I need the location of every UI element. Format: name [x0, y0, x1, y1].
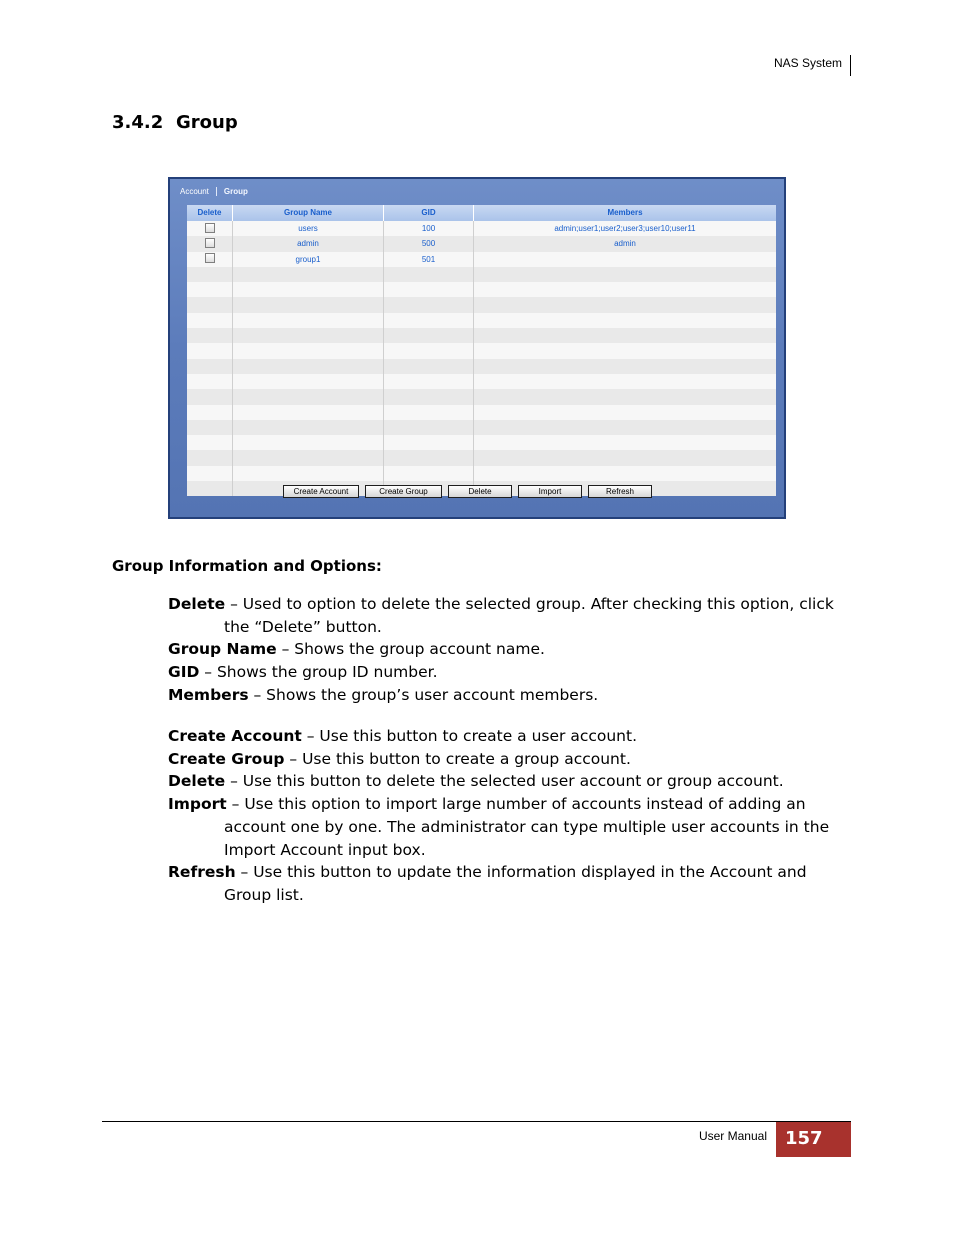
empty-row	[187, 420, 776, 435]
empty-row	[187, 343, 776, 358]
definition-text: – Shows the group account name.	[276, 640, 545, 659]
members-cell: admin;user1;user2;user3;user10;user11	[554, 224, 696, 233]
empty-row	[187, 359, 776, 374]
delete-checkbox[interactable]	[205, 253, 215, 263]
definition-item	[168, 684, 848, 707]
empty-row	[187, 313, 776, 328]
definition-text: – Use this option to import large number of accounts instead of adding an account one by one. The administrator can type multiple user accounts in the Import Account input box.	[224, 795, 830, 859]
empty-row	[187, 374, 776, 389]
definition-term: Delete	[168, 595, 226, 613]
group-screenshot	[168, 177, 786, 519]
group-name-cell: users	[233, 221, 384, 236]
column-header-members[interactable]: Members	[607, 208, 643, 217]
footer-label: User Manual	[698, 1129, 767, 1143]
empty-row	[187, 267, 776, 282]
section-title	[112, 112, 238, 133]
tab-separator	[216, 187, 217, 196]
empty-row	[187, 466, 776, 481]
table-row[interactable]	[187, 252, 776, 267]
empty-row	[187, 405, 776, 420]
field-definitions	[168, 593, 848, 707]
import-button[interactable]: Import	[518, 485, 582, 498]
gid-cell: 500	[384, 236, 474, 251]
empty-row	[187, 328, 776, 343]
definition-item	[168, 638, 848, 661]
definition-term: Group Name	[168, 640, 277, 659]
definition-text: – Shows the group ID number.	[199, 663, 438, 682]
delete-checkbox[interactable]	[205, 223, 215, 233]
definition-text: – Use this button to create a user account.	[301, 727, 638, 745]
members-cell	[474, 252, 776, 267]
definition-item	[168, 661, 848, 684]
column-header-gid[interactable]: GID	[384, 205, 474, 221]
definition-item	[168, 861, 848, 906]
section-name: Group	[176, 112, 238, 133]
empty-row	[187, 297, 776, 312]
refresh-button[interactable]: Refresh	[588, 485, 652, 498]
definition-item	[168, 593, 848, 638]
button-definitions	[168, 725, 848, 907]
definition-text: – Used to option to delete the selected group. After checking this option, click the “Delete” button.	[224, 595, 834, 636]
definition-term: Create Account	[168, 727, 302, 745]
definition-text: – Use this button to update the information displayed in the Account and Group list.	[224, 863, 807, 904]
delete-button[interactable]: Delete	[448, 485, 512, 498]
definition-item	[168, 770, 848, 793]
page-number: 157	[785, 1128, 823, 1149]
definition-text: – Use this button to delete the selected user account or group account.	[225, 772, 784, 791]
definition-term: Delete	[168, 772, 226, 791]
definition-term: GID	[168, 663, 200, 682]
tab-group[interactable]: Group	[223, 187, 248, 196]
definition-item	[168, 748, 848, 771]
definition-item	[168, 793, 848, 861]
definition-term: Refresh	[168, 863, 236, 882]
tab-account[interactable]: Account	[180, 187, 209, 196]
section-number: 3.4.2	[112, 112, 164, 133]
header-divider	[850, 55, 851, 76]
screenshot-button-bar	[283, 485, 652, 498]
page-number-box	[776, 1122, 851, 1157]
empty-row	[187, 389, 776, 404]
definition-text: – Shows the group’s user account members.	[248, 685, 599, 704]
group-table	[187, 205, 776, 480]
empty-row	[187, 282, 776, 297]
table-row[interactable]	[187, 221, 776, 236]
table-header	[187, 205, 776, 221]
gid-cell: 501	[384, 252, 474, 267]
create-group-button[interactable]: Create Group	[365, 485, 442, 498]
table-body	[187, 221, 776, 496]
group-name-cell: group1	[233, 252, 384, 267]
column-header-delete[interactable]: Delete	[187, 205, 233, 221]
footer-rule	[102, 1121, 851, 1122]
group-name-cell: admin	[233, 236, 384, 251]
column-header-group-name[interactable]: Group Name	[233, 205, 384, 221]
definition-term: Create Group	[168, 749, 285, 768]
empty-row	[187, 450, 776, 465]
definition-term: Import	[168, 795, 227, 814]
running-header: NAS System	[773, 56, 842, 70]
definition-term: Members	[168, 685, 249, 704]
definition-text: – Use this button to create a group account.	[284, 749, 631, 768]
definition-item	[168, 725, 848, 748]
empty-row	[187, 435, 776, 450]
create-account-button[interactable]: Create Account	[283, 485, 359, 498]
members-cell: admin	[614, 239, 636, 249]
options-heading: Group Information and Options:	[112, 557, 382, 575]
screenshot-tabs	[180, 187, 248, 196]
gid-cell: 100	[384, 221, 474, 236]
delete-checkbox[interactable]	[205, 238, 215, 248]
table-row[interactable]	[187, 236, 776, 251]
